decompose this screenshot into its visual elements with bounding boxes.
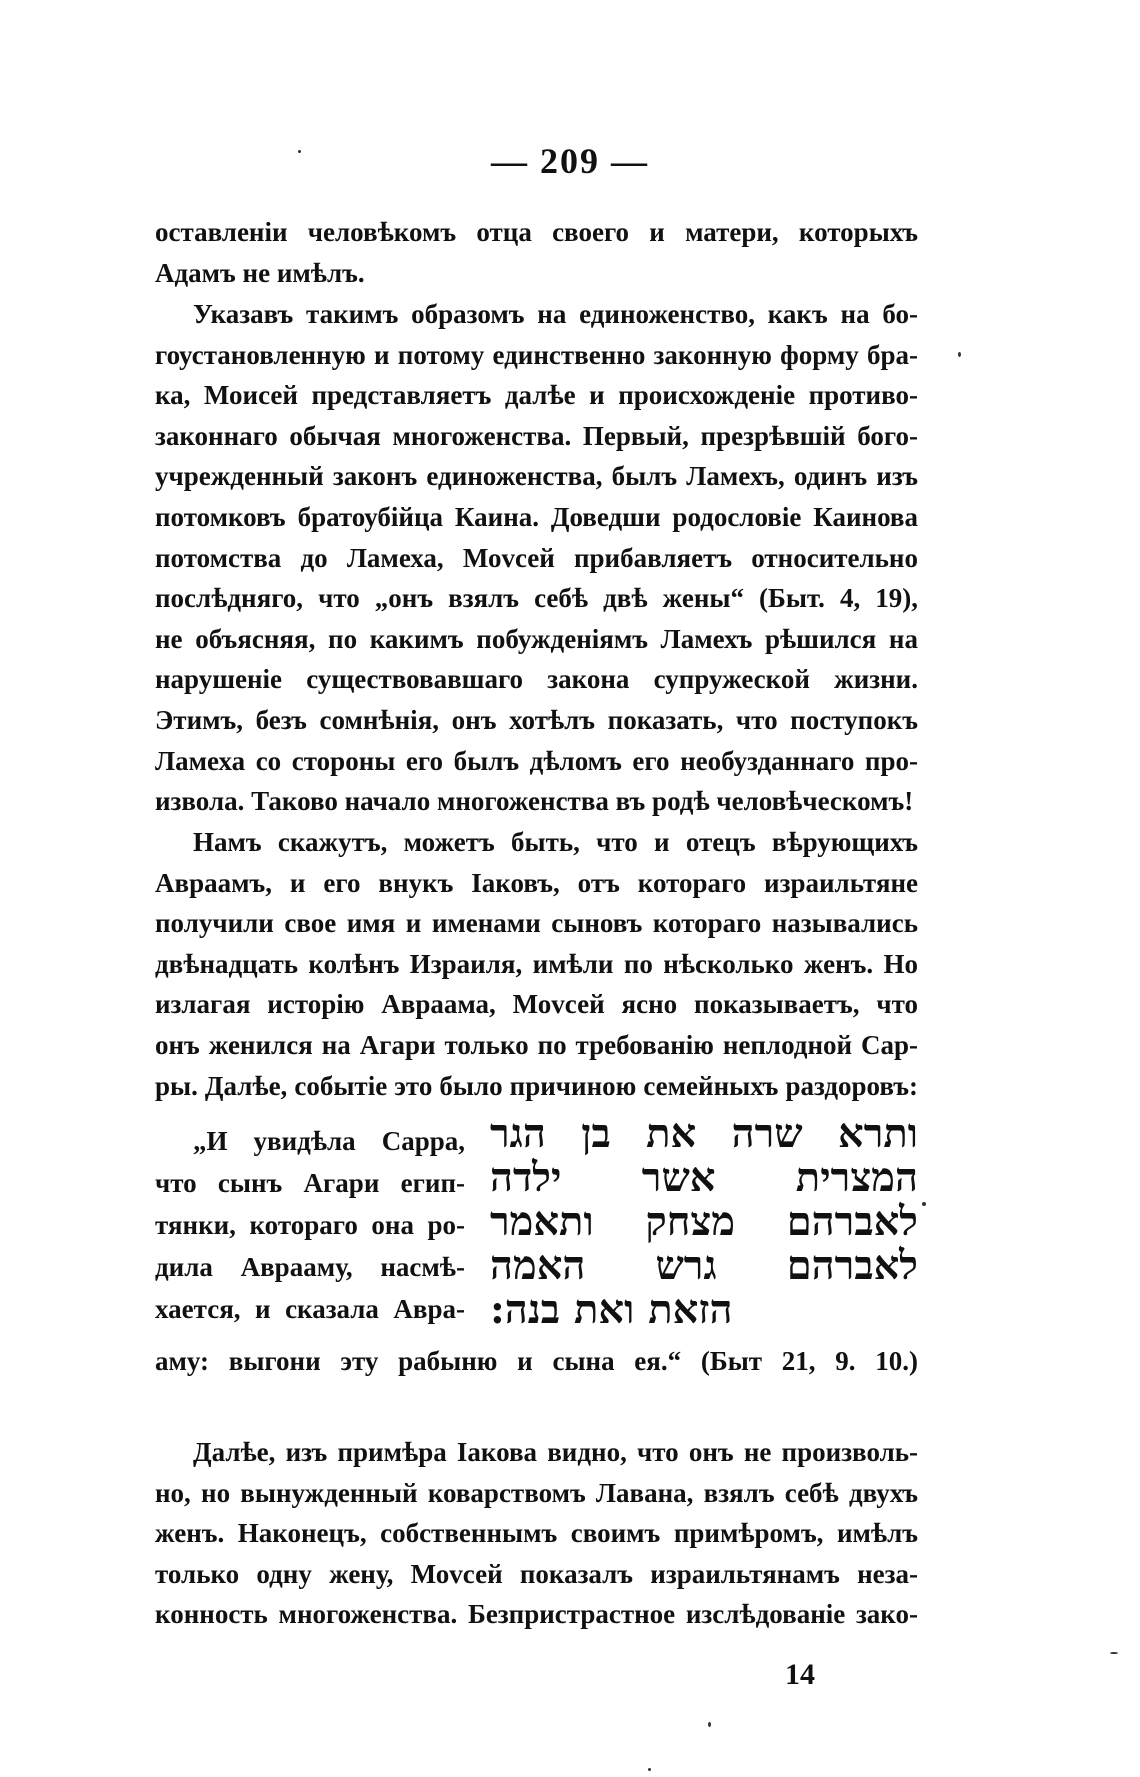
hebrew-line: המצרית אשר ילדה xyxy=(490,1154,918,1201)
text-line: потомства до Ламеха, Моvсей прибавляетъ относительно xyxy=(155,542,918,573)
paragraph-1 xyxy=(155,212,918,293)
quote-russian xyxy=(155,1120,465,1330)
hebrew-line: ותרא שרה את בן הגר xyxy=(490,1110,918,1157)
quote-line: хается, и сказала Авра- xyxy=(155,1294,465,1324)
hebrew-line: לאברהם גרש האמה xyxy=(490,1242,918,1289)
print-speck xyxy=(648,1768,651,1771)
quote-line: что сынъ Агари егип- xyxy=(155,1168,465,1198)
text-line: потомковъ братоубійца Каина. Доведши родословіе Каинова xyxy=(155,501,918,532)
text-line: ры. Далѣе, событіе это было причиною семейныхъ раздоровъ: xyxy=(155,1070,918,1101)
paragraph-4 xyxy=(155,1432,918,1635)
signature-mark: 14 xyxy=(785,1658,815,1691)
print-speck xyxy=(958,352,961,357)
paragraph-2 xyxy=(155,294,918,822)
text-line: Далѣе, изъ примѣра Іакова видно, что онъ не произволь- xyxy=(193,1437,918,1467)
text-line: конность многоженства. Безпристрастное изслѣдованіе зако- xyxy=(155,1599,918,1630)
quote-line: тянки, котораго она ро- xyxy=(155,1210,465,1240)
text-line: оставленіи человѣкомъ отца своего и матери, которыхъ xyxy=(155,217,918,247)
text-line: извола. Таково начало многоженства въ родѣ человѣческомъ! xyxy=(155,786,914,817)
text-line: Этимъ, безъ сомнѣнія, онъ хотѣлъ показать, что поступокъ xyxy=(155,704,918,735)
text-line: ка, Моисей представляетъ далѣе и происхожденіе противо- xyxy=(155,380,918,411)
hebrew-line: לאברהם מצחק ותאמר xyxy=(490,1198,918,1245)
text-line: но, но вынужденный коварствомъ Лавана, взялъ себѣ двухъ xyxy=(155,1477,918,1508)
text-line: законнаго обычая многоженства. Первый, презрѣвшій бого- xyxy=(155,420,918,451)
print-speck xyxy=(922,1202,926,1206)
print-speck xyxy=(1110,1652,1118,1654)
page-number: — 209 — xyxy=(491,141,649,181)
text-line: женъ. Наконецъ, собственнымъ своимъ примѣромъ, имѣлъ xyxy=(155,1518,918,1549)
paragraph-3 xyxy=(155,822,918,1106)
text-line: излагая исторію Авраама, Моvсей ясно показываетъ, что xyxy=(155,989,918,1020)
quote-line: аму: выгони эту рабыню и сына ея.“ (Быт 21, 9. 10.) xyxy=(155,1346,918,1376)
quote-tail xyxy=(155,1340,918,1382)
text-line: Ламеха со стороны его былъ дѣломъ его необузданнаго про- xyxy=(155,745,918,776)
text-line: не объясняя, по какимъ побужденіямъ Ламехъ рѣшился на xyxy=(155,623,918,654)
hebrew-line: הזאת ואת בנה: xyxy=(490,1286,733,1333)
text-line: двѣнадцать колѣнъ Израиля, имѣли по нѣсколько женъ. Но xyxy=(155,948,918,979)
text-line: гоустановленную и потому единственно законную форму бра- xyxy=(155,339,918,370)
bilingual-quote xyxy=(155,1110,918,1420)
print-speck xyxy=(298,150,301,153)
quote-line: дила Аврааму, насмѣ- xyxy=(155,1252,465,1282)
print-speck xyxy=(708,1722,711,1727)
text-line: получили свое имя и именами сыновъ котораго назывались xyxy=(155,908,918,939)
text-line: нарушеніе существовавшаго закона супружеской жизни. xyxy=(155,664,918,695)
text-line: онъ женился на Агари только по требованію неплодной Сар- xyxy=(155,1029,918,1060)
text-line: только одну жену, Моvсей показалъ израильтянамъ неза- xyxy=(155,1558,918,1589)
text-line: Адамъ не имѣлъ. xyxy=(155,257,365,288)
text-line: Указавъ такимъ образомъ на единоженство, какъ на бо- xyxy=(193,299,918,329)
text-line: Намъ скажутъ, можетъ быть, что и отецъ вѣрующихъ xyxy=(193,827,918,857)
text-line: послѣдняго, что „онъ взялъ себѣ двѣ жены“ (Быт. 4, 19), xyxy=(155,583,918,614)
text-line: учрежденный законъ единоженства, былъ Ламехъ, одинъ изъ xyxy=(155,461,918,492)
text-line: Авраамъ, и его внукъ Іаковъ, отъ котораго израильтяне xyxy=(155,867,918,898)
quote-hebrew xyxy=(490,1112,918,1332)
quote-line: „И увидѣла Сарра, xyxy=(193,1126,465,1156)
